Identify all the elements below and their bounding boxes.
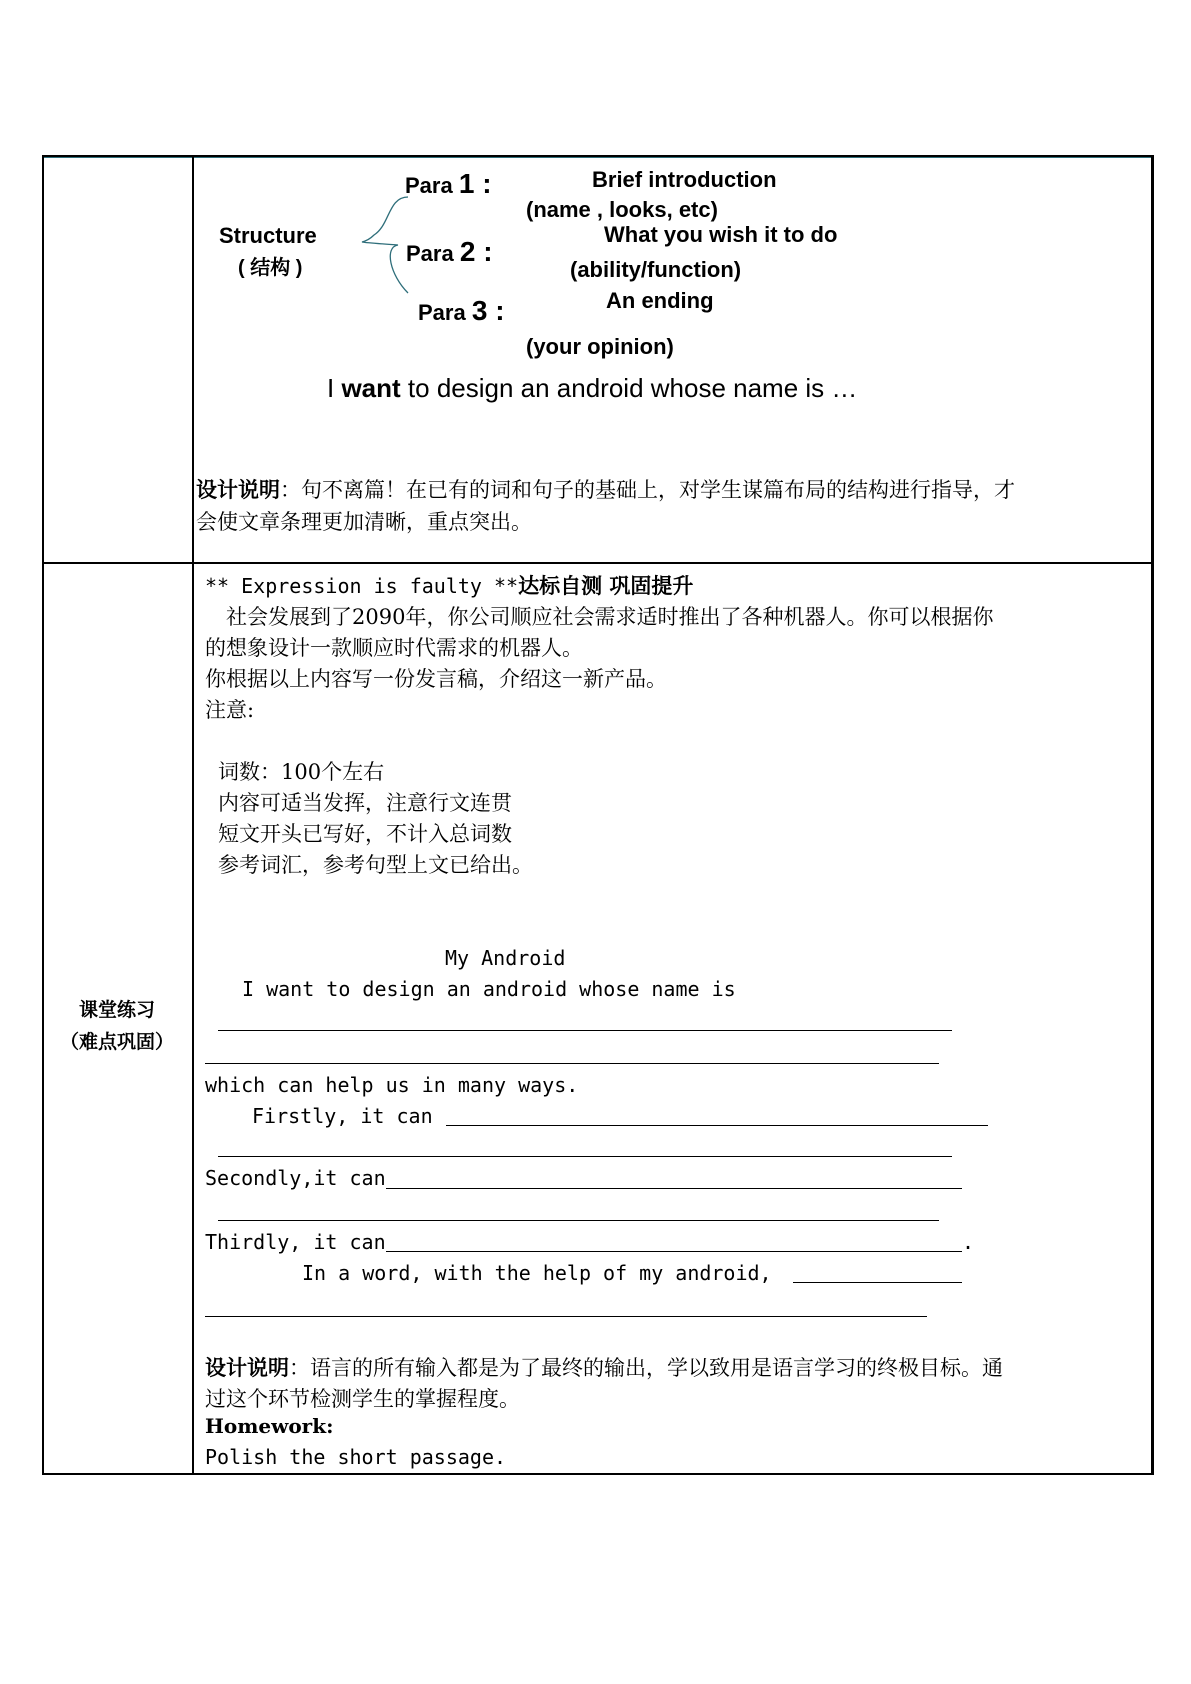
essay-title: My Android [445, 946, 566, 970]
answer-blank-secondly[interactable] [386, 1188, 962, 1189]
task-line-1: 社会发展到了2090年，你公司顺应社会需求适时推出了各种机器人。你可以根据你 [205, 605, 994, 629]
thirdly-period: . [962, 1230, 975, 1254]
para-3-label: Para 3 : [418, 295, 505, 326]
para-1-detail: (name , looks, etc) [526, 197, 718, 222]
answer-blank-2[interactable] [205, 1063, 939, 1064]
requirement-1: 词数：100个左右 [218, 760, 385, 784]
para-1-title: Brief introduction [592, 167, 777, 192]
homework-text: Polish the short passage. [205, 1445, 507, 1469]
design-note-1: 设计说明：句不离篇！在已有的词和句子的基础上，对学生谋篇布局的结构进行指导，才 [196, 477, 1015, 502]
side-label-practice-sub: （难点巩固） [59, 1031, 174, 1053]
task-line-3: 你根据以上内容写一份发言稿，介绍这一新产品。 [205, 667, 667, 691]
para-3-detail: (your opinion) [526, 334, 674, 359]
answer-blank-in-a-word[interactable] [793, 1282, 962, 1283]
para-1-label: Para 1 : [405, 168, 492, 199]
answer-blank-thirdly[interactable] [386, 1251, 962, 1252]
answer-blank-5[interactable] [205, 1316, 927, 1317]
essay-line-1: I want to design an android whose name is [242, 977, 736, 1001]
structure-brace [360, 195, 410, 295]
requirement-2: 内容可适当发挥，注意行文连贯 [218, 791, 512, 815]
notice-label: 注意: [205, 698, 255, 722]
task-line-2: 的想象设计一款顺应时代需求的机器人。 [205, 636, 583, 660]
practice-header: ** Expression is faulty **达标自测 巩固提升 [205, 573, 694, 598]
answer-blank-1[interactable] [218, 1030, 952, 1031]
design-sentence: I want to design an android whose name is … [327, 373, 858, 403]
requirement-3: 短文开头已写好，不计入总词数 [218, 822, 512, 846]
table-column-divider [192, 155, 194, 1475]
design-note-2-cont: 过这个环节检测学生的掌握程度。 [205, 1387, 520, 1411]
design-note-2: 设计说明：语言的所有输入都是为了最终的输出，学以致用是语言学习的终极目标。通 [205, 1355, 1003, 1380]
requirement-4: 参考词汇，参考句型上文已给出。 [218, 853, 533, 877]
para-2-label: Para 2 : [406, 236, 493, 267]
para-3-title: An ending [606, 288, 714, 313]
table-top-border-accent [42, 157, 1154, 158]
table-bottom-border [42, 1473, 1154, 1475]
table-right-border [1151, 155, 1154, 1475]
secondly-line: Secondly,it can [205, 1166, 386, 1190]
side-label-practice: 课堂练习 [78, 999, 155, 1021]
structure-label-cn: ( 结构 ) [238, 257, 303, 279]
para-2-detail: (ability/function) [570, 257, 742, 282]
table-left-border [42, 155, 44, 1475]
in-a-word-line: In a word, with the help of my android, [302, 1261, 772, 1285]
thirdly-line: Thirdly, it can [205, 1230, 386, 1254]
answer-blank-3[interactable] [218, 1156, 952, 1157]
firstly-line: Firstly, it can [252, 1104, 433, 1128]
para-2-title: What you wish it to do [604, 222, 838, 247]
structure-label: Structure [219, 223, 317, 248]
answer-blank-firstly[interactable] [446, 1125, 988, 1126]
answer-blank-4[interactable] [218, 1220, 939, 1221]
homework-label: Homework: [205, 1414, 334, 1438]
design-note-1-cont: 会使文章条理更加清晰，重点突出。 [196, 510, 532, 534]
essay-line-2: which can help us in many ways. [205, 1073, 579, 1097]
table-row-divider [42, 562, 1154, 564]
